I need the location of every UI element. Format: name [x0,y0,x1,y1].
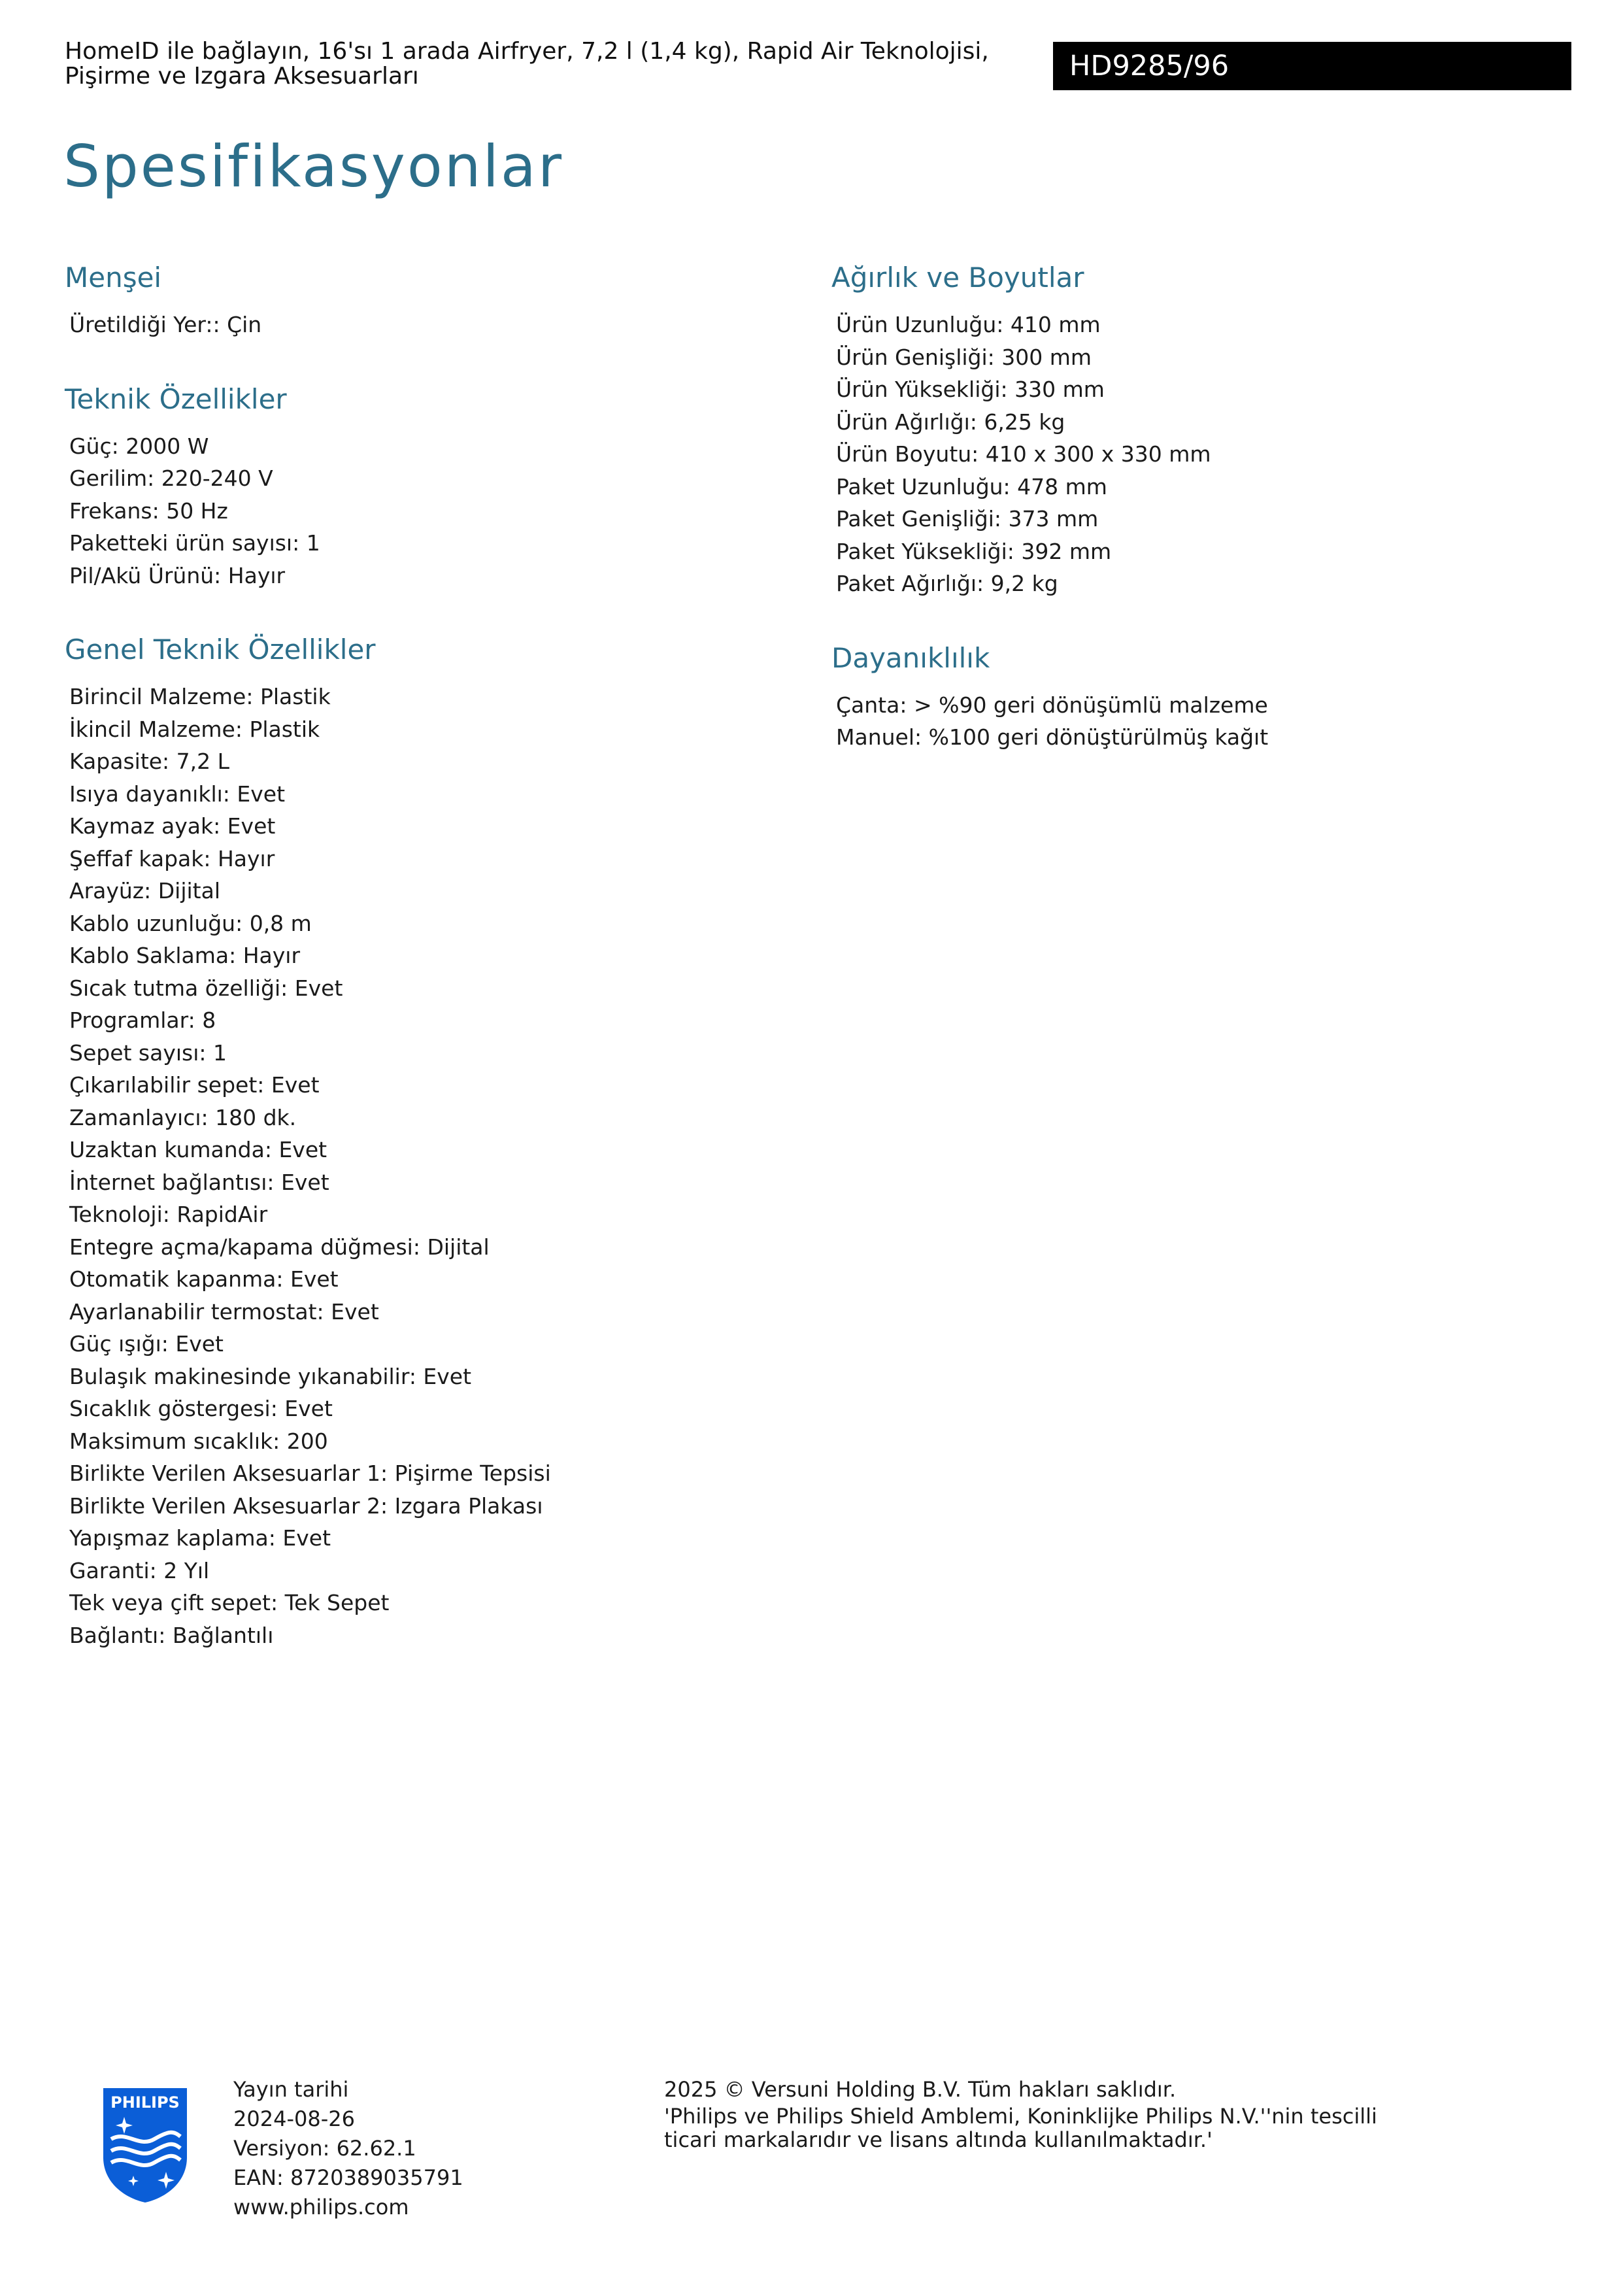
spec-item: Ürün Boyutu: 410 x 300 x 330 mm [836,441,1211,467]
spec-item: İnternet bağlantısı: Evet [69,1169,329,1195]
spec-item: Sıcak tutma özelliği: Evet [69,975,343,1001]
section-general-technical [65,630,784,1651]
spec-item: Gerilim: 220-240 V [69,465,273,491]
left-spec-column [65,258,784,1651]
spec-list [836,309,1550,600]
spec-item: Ürün Uzunluğu: 410 mm [836,312,1101,337]
spec-item: Kapasite: 7,2 L [69,749,230,774]
spec-item: Kablo uzunluğu: 0,8 m [69,910,312,936]
section-origin [65,258,784,341]
trademark-line-2: ticari markalarıdır ve lisans altında kullanılmaktadır.' [664,2127,1213,2152]
spec-item: Kaymaz ayak: Evet [69,813,276,839]
logo-wordmark: PHILIPS [110,2093,180,2112]
spec-item: Ürün Genişliği: 300 mm [836,344,1092,370]
spec-item: Sıcaklık göstergesi: Evet [69,1396,333,1421]
spec-item: Entegre açma/kapama düğmesi: Dijital [69,1234,490,1260]
spec-list [69,309,784,341]
spec-item: Programlar: 8 [69,1007,216,1033]
spec-item: Güç: 2000 W [69,433,209,459]
spec-item: Bulaşık makinesinde yıkanabilir: Evet [69,1363,472,1389]
spec-item: Paket Uzunluğu: 478 mm [836,473,1107,499]
spec-item: Çanta: > %90 geri dönüşümlü malzeme [836,692,1268,718]
spec-item: Ürün Yüksekliği: 330 mm [836,377,1105,402]
spec-item: Çıkarılabilir sepet: Evet [69,1072,320,1098]
spec-item: Birlikte Verilen Aksesuarlar 1: Pişirme Tepsisi [69,1460,551,1486]
spec-item: Birincil Malzeme: Plastik [69,684,331,709]
spec-item: Paket Ağırlığı: 9,2 kg [836,571,1058,596]
section-heading: Menşei [65,262,162,294]
section-heading: Genel Teknik Özellikler [65,633,376,666]
page-title: Spesifikasyonlar [63,133,564,200]
spec-item: Paketteki ürün sayısı: 1 [69,530,320,556]
section-heading: Ağırlık ve Boyutlar [831,262,1084,294]
spec-item: İkincil Malzeme: Plastik [69,716,320,742]
section-weight-dimensions [831,258,1550,600]
spec-item: Bağlantı: Bağlantılı [69,1622,274,1648]
product-title-line-1: HomeID ile bağlayın, 16'sı 1 arada Airfryer, 7,2 l (1,4 kg), Rapid Air Teknolojisi, [65,38,989,65]
spec-item: Yapışmaz kaplama: Evet [69,1525,331,1551]
spec-item: Ürün Ağırlığı: 6,25 kg [836,409,1065,435]
spec-item: Ayarlanabilir termostat: Evet [69,1298,379,1325]
spec-item: Birlikte Verilen Aksesuarlar 2: Izgara Plakası [69,1493,543,1519]
spec-item: Üretildiği Yer:: Çin [69,312,262,337]
spec-item: Maksimum sıcaklık: 200 [69,1428,328,1454]
publication-info [233,2075,463,2222]
section-technical [65,380,784,592]
spec-item: Teknoloji: RapidAir [69,1202,268,1227]
publication-date: 2024-08-26 [233,2106,355,2131]
website-link[interactable]: www.philips.com [233,2195,409,2220]
spec-item: Uzaktan kumanda: Evet [69,1137,327,1162]
spec-item: Şeffaf kapak: Hayır [69,845,275,871]
trademark-line-1: 'Philips ve Philips Shield Amblemi, Koninklijke Philips N.V.''nin tescilli [664,2104,1377,2129]
spec-item: Manuel: %100 geri dönüştürülmüş kağıt [836,724,1269,750]
product-title-line-2: Pişirme ve Izgara Aksesuarları [65,63,419,90]
spec-item: Zamanlayıcı: 180 dk. [69,1104,297,1130]
spec-item: Isıya dayanıklı: Evet [69,781,286,807]
section-heading: Dayanıklılık [831,641,990,674]
spec-item: Sepet sayısı: 1 [69,1039,227,1066]
spec-item: Güç ışığı: Evet [69,1331,224,1357]
copyright-text: 2025 © Versuni Holding B.V. Tüm hakları saklıdır. [664,2077,1177,2102]
spec-item: Kablo Saklama: Hayır [69,943,301,968]
spec-list [69,681,784,1651]
spec-item: Frekans: 50 Hz [69,498,228,524]
spec-item: Arayüz: Dijital [69,878,220,903]
model-number-badge: HD9285/96 [1053,42,1571,90]
spec-item: Otomatik kapanma: Evet [69,1266,339,1292]
spec-list [69,430,784,592]
spec-item: Tek veya çift sepet: Tek Sepet [69,1590,390,1615]
version-info: Versiyon: 62.62.1 [233,2136,416,2161]
spec-list [836,689,1550,754]
spec-item: Garanti: 2 Yıl [69,1557,210,1583]
right-spec-column [831,258,1550,754]
legal-notice [664,2075,1448,2152]
ean-code: EAN: 8720389035791 [233,2165,463,2190]
spec-item: Paket Genişliği: 373 mm [836,506,1099,532]
philips-shield-logo [101,2084,190,2205]
section-heading: Teknik Özellikler [65,382,287,415]
spec-item: Pil/Akü Ürünü: Hayır [69,562,286,588]
spec-item: Paket Yüksekliği: 392 mm [836,538,1112,564]
publication-label: Yayın tarihi [233,2077,349,2102]
product-title [65,39,993,89]
section-durability [831,639,1550,754]
